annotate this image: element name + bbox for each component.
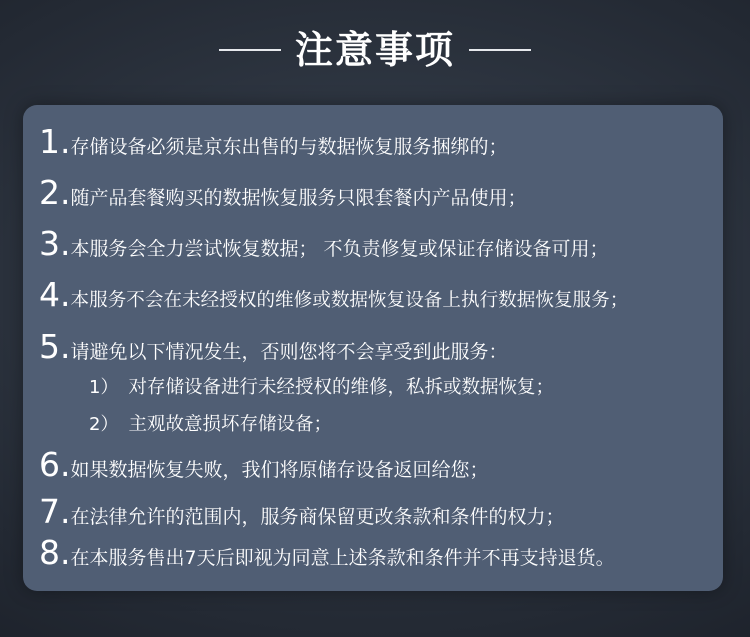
title-row [0, 22, 750, 78]
item-text: 如果数据恢复失败，我们将原储存设备返回给您； [70, 459, 489, 481]
sub-item-number: 2） [89, 414, 119, 435]
sub-item-text: 主观故意损坏存储设备； [128, 414, 332, 435]
item-number: 1. [39, 122, 71, 161]
item-number: 2. [39, 173, 71, 212]
page-title: 注意事项 [294, 28, 455, 72]
item-number: 5. [39, 327, 71, 366]
item-text: 本服务不会在未经授权的维修或数据恢复设备上执行数据恢复服务； [70, 290, 629, 311]
item-number: 3. [39, 224, 71, 263]
notice-item-1 [39, 122, 508, 167]
title-left-line [219, 49, 281, 51]
notice-item-4 [39, 275, 628, 321]
item-text: 在本服务售出7天后即视为同意上述条款和条件并不再支持退货。 [70, 547, 615, 569]
item-number: 7. [39, 492, 71, 531]
item-number: 8. [39, 533, 71, 572]
notice-sub-item-1 [89, 373, 554, 399]
notice-item-2 [39, 173, 527, 218]
notice-item-6 [39, 445, 489, 490]
notice-item-3 [39, 224, 609, 269]
item-text: 存储设备必须是京东出售的与数据恢复服务捆绑的； [70, 136, 508, 158]
item-text: 本服务会全力尝试恢复数据； 不负责修复或保证存储设备可用； [70, 238, 609, 260]
notice-item-8 [39, 533, 615, 578]
item-text: 随产品套餐购买的数据恢复服务只限套餐内产品使用； [70, 187, 527, 209]
notice-panel [23, 105, 723, 591]
notice-item-5 [39, 327, 508, 372]
item-number: 4. [39, 275, 71, 314]
sub-item-text: 对存储设备进行未经授权的维修，私拆或数据恢复； [128, 377, 554, 398]
item-text: 在法律允许的范围内，服务商保留更改条款和条件的权力； [70, 506, 565, 528]
notice-item-7 [39, 492, 565, 537]
item-text: 请避免以下情况发生，否则您将不会享受到此服务： [70, 341, 508, 363]
item-number: 6. [39, 445, 71, 484]
sub-item-number: 1） [89, 377, 119, 398]
notice-sub-item-2 [89, 410, 332, 436]
title-right-line [469, 49, 531, 51]
